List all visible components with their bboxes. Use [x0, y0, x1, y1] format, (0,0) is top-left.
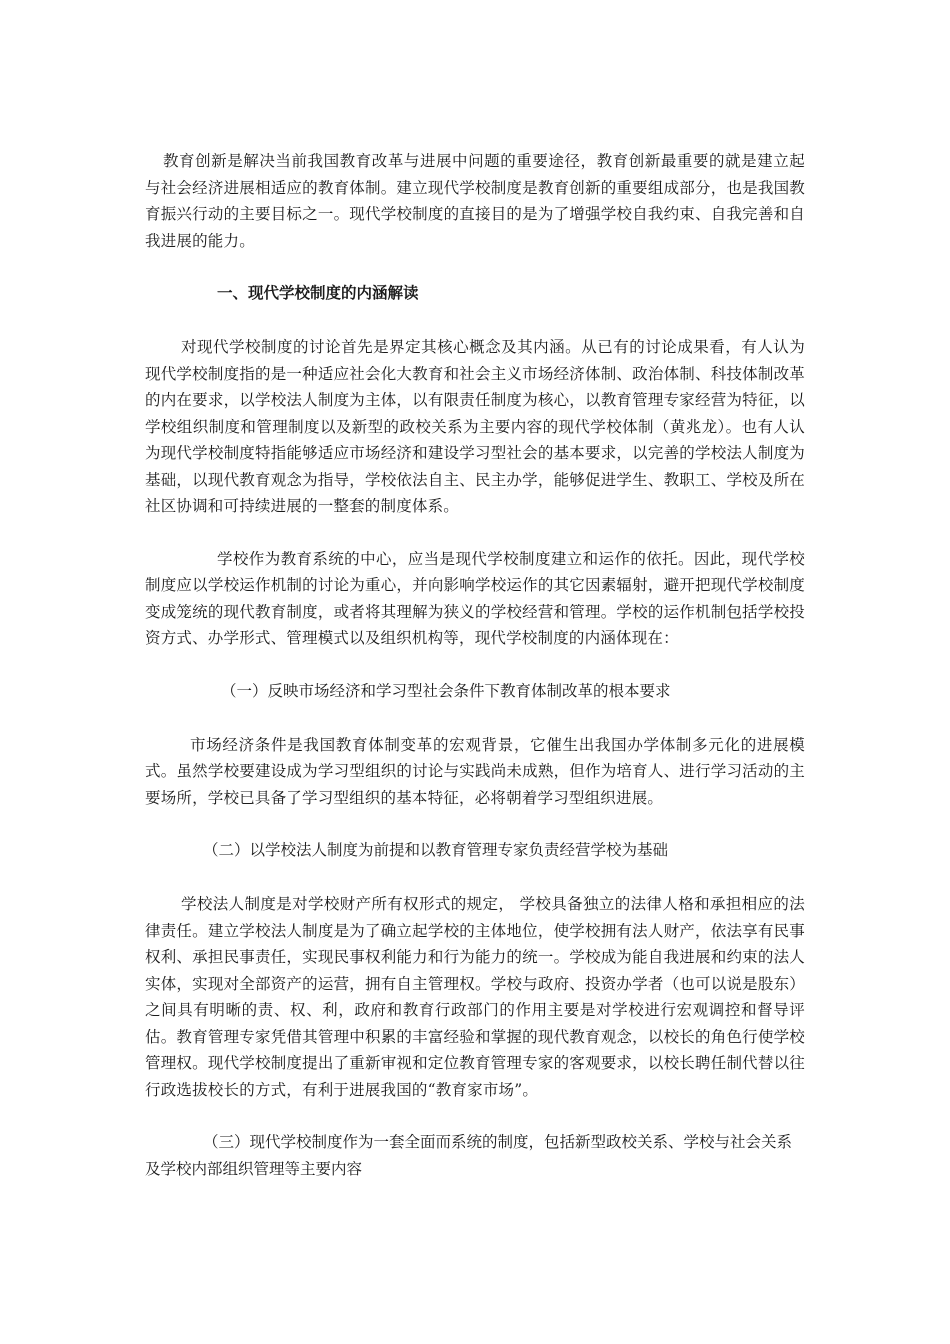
intro-paragraph: 教育创新是解决当前我国教育改革与进展中问题的重要途径，教育创新最重要的就是建立起与社会经济进展相适应的教育体制。建立现代学校制度是教育创新的重要组成部分，也是我国教育振兴行动的主要目标之一。现代学校制度的直接目的是为了增强学校自我约束、自我完善和自我进展的能力。: [145, 152, 805, 250]
section-heading-1: 一、现代学校制度的内涵解读: [217, 283, 419, 302]
subheading-1: （一）反映市场经济和学习型社会条件下教育体制改革的根本要求: [221, 681, 671, 700]
document-page: [145, 148, 805, 1210]
paragraph-definition: 对现代学校制度的讨论首先是界定其核心概念及其内涵。从已有的讨论成果看，有人认为现代学校制度指的是一种适应社会化大教育和社会主义市场经济体制、政治体制、科技体制改革的内在要求，以学校法人制度为主体，以有限责任制度为核心，以教育管理专家经营为特征，以学校组织制度和管理制度以及新型的政校关系为主要内容的现代学校体制（黄兆龙）。也有人认为现代学校制度特指能够适应市场经济和建设学习型社会的基本要求，以完善的学校法人制度为基础，以现代教育观念为指导，学校依法自主、民主办学，能够促进学生、教职工、学校及所在社区协调和可持续进展的一整套的制度体系。: [145, 338, 805, 515]
paragraph-legal-person: 学校法人制度是对学校财产所有权形式的规定， 学校具备独立的法律人格和承担相应的法律责任。建立学校法人制度是为了确立起学校的主体地位，使学校拥有法人财产，依法享有民事权利、承担民事责任，实现民事权利能力和行为能力的统一。学校成为能自我进展和约束的法人实体，实现对全部资产的运营，拥有自主管理权。学校与政府、投资办学者（也可以说是股东）之间具有明晰的责、权、利，政府和教育行政部门的作用主要是对学校进行宏观调控和督导评估。教育管理专家凭借其管理中积累的丰富经验和掌握的现代教育观念，以校长的角色行使学校管理权。现代学校制度提出了重新审视和定位教育管理专家的客观要求，以校长聘任制代替以往行政选拔校长的方式，有利于进展我国的“教育家市场”。: [145, 895, 805, 1099]
subheading-3: （三）现代学校制度作为一套全面而系统的制度，包括新型政校关系、学校与社会关系及学校内部组织管理等主要内容: [145, 1133, 793, 1178]
subheading-2: （二）以学校法人制度为前提和以教育管理专家负责经营学校为基础: [203, 841, 669, 859]
paragraph-market-economy: 市场经济条件是我国教育体制变革的宏观背景，它催生出我国办学体制多元化的进展模式。虽然学校要建设成为学习型组织的讨论与实践尚未成熟，但作为培育人、进行学习活动的主要场所，学校已具备了学习型组织的基本特征，必将朝着学习型组织进展。: [145, 735, 805, 807]
paragraph-school-center: 学校作为教育系统的中心，应当是现代学校制度建立和运作的依托。因此，现代学校制度应以学校运作机制的讨论为重心，并向影响学校运作的其它因素辐射，避开把现代学校制度变成笼统的现代教育制度，或者将其理解为狭义的学校经营和管理。学校的运作机制包括学校投资方式、办学形式、管理模式以及组织机构等，现代学校制度的内涵体现在：: [145, 549, 805, 647]
